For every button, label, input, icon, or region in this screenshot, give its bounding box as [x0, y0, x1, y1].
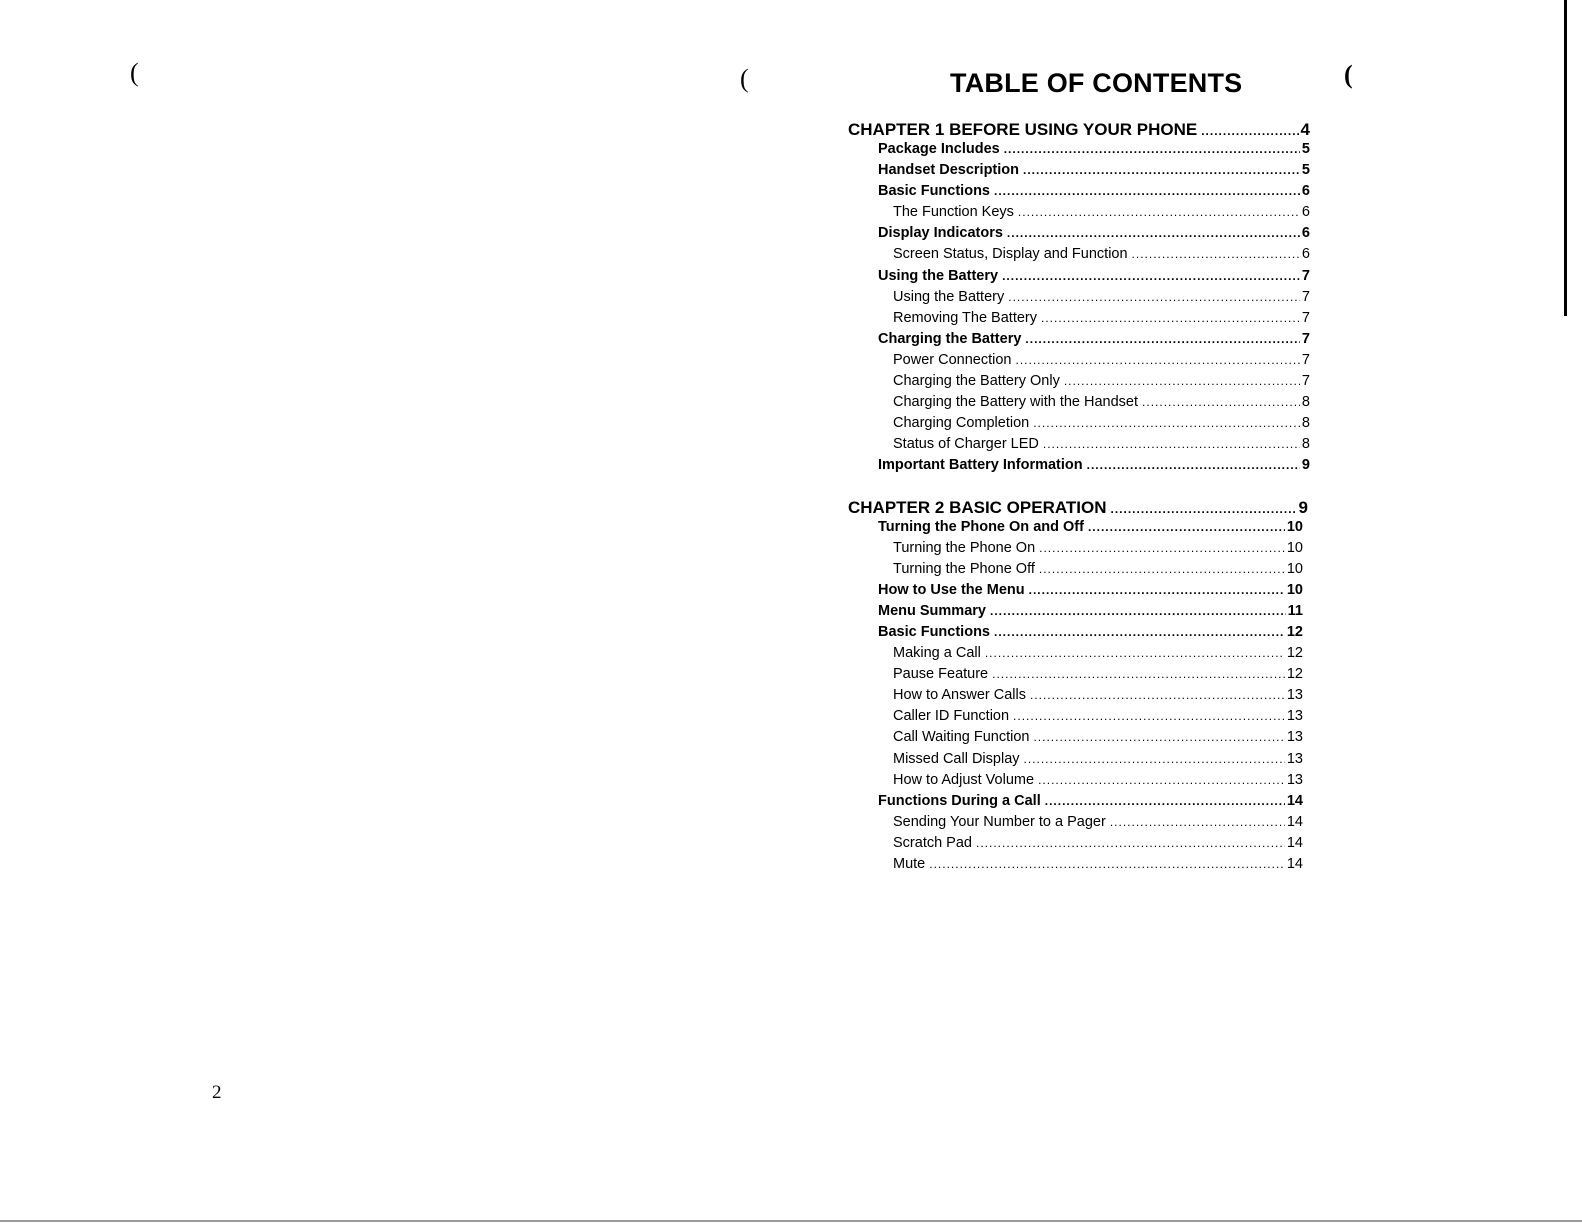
entry-title: Charging the Battery: [878, 330, 1022, 347]
toc-subsection-entry[interactable]: [893, 772, 1303, 793]
dot-leader: [1029, 583, 1285, 597]
scan-edge-line: [1564, 0, 1567, 316]
entry-page-number: 13: [1286, 729, 1303, 746]
toc-subsection-entry[interactable]: [893, 814, 1303, 835]
toc-section-entry[interactable]: [878, 162, 1310, 183]
entry-page-number: 7: [1301, 288, 1310, 305]
entry-page-number: 5: [1301, 141, 1310, 157]
entry-page-number: 6: [1301, 183, 1310, 200]
dot-leader: [992, 667, 1285, 681]
entry-page-number: 6: [1301, 204, 1310, 221]
entry-title: Making a Call: [893, 645, 981, 662]
entry-title: Functions During a Call: [878, 792, 1041, 809]
toc-section-entry[interactable]: [878, 603, 1303, 624]
chapter-title: CHAPTER 2 BASIC OPERATION: [848, 497, 1107, 517]
entry-title: Mute: [893, 856, 926, 872]
entry-page-number: 14: [1286, 813, 1303, 830]
toc-subsection-entry[interactable]: [893, 540, 1303, 561]
dot-leader: [929, 857, 1285, 871]
entry-title: Power Connection: [893, 351, 1012, 368]
entry-title: Basic Functions: [878, 183, 990, 200]
entry-title: Pause Feature: [893, 666, 989, 683]
entry-title: Turning the Phone On: [893, 539, 1036, 556]
entry-title: Screen Status, Display and Function: [893, 246, 1128, 263]
entry-page-number: 8: [1301, 415, 1310, 432]
entry-page-number: 11: [1287, 602, 1303, 619]
binding-mark-left: (: [130, 58, 139, 87]
toc-subsection-entry[interactable]: [893, 436, 1310, 457]
entry-title: Call Waiting Function: [893, 729, 1030, 746]
dot-leader: [1033, 416, 1300, 430]
chapter-title: CHAPTER 1 BEFORE USING YOUR PHONE: [848, 120, 1198, 139]
entry-title: How to Answer Calls: [893, 687, 1026, 704]
toc-section-entry[interactable]: [878, 582, 1303, 603]
toc-section-entry[interactable]: [878, 183, 1310, 204]
chapter-page-number: 9: [1298, 497, 1308, 517]
entry-title: Turning the Phone Off: [893, 560, 1035, 577]
toc-section-entry[interactable]: [878, 519, 1303, 540]
entry-page-number: 7: [1301, 267, 1310, 284]
dot-leader: [1087, 458, 1300, 472]
entry-title: Removing The Battery: [893, 309, 1037, 326]
dot-leader: [1132, 247, 1300, 261]
toc-chapter-heading[interactable]: [848, 120, 1310, 141]
entry-page-number: 5: [1301, 162, 1310, 179]
entry-title: Status of Charger LED: [893, 436, 1039, 453]
dot-leader: [1023, 163, 1300, 177]
entry-page-number: 14: [1286, 856, 1303, 872]
entry-title: Menu Summary: [878, 602, 986, 619]
entry-page-number: 14: [1286, 834, 1303, 851]
entry-page-number: 8: [1301, 394, 1310, 411]
entry-title: How to Use the Menu: [878, 581, 1025, 598]
entry-title: Charging the Battery with the Handset: [893, 394, 1139, 411]
dot-leader: [985, 646, 1285, 660]
toc-subsection-entry[interactable]: [893, 856, 1303, 877]
entry-page-number: 10: [1286, 581, 1303, 598]
entry-title: Turning the Phone On and Off: [878, 518, 1084, 535]
toc-section-entry[interactable]: [878, 793, 1303, 814]
entry-page-number: 7: [1301, 330, 1310, 347]
entry-page-number: 10: [1286, 539, 1303, 556]
dot-leader: [994, 625, 1285, 639]
entry-title: Important Battery Information: [878, 457, 1083, 474]
entry-title: Charging the Battery Only: [893, 373, 1060, 390]
entry-title: Caller ID Function: [893, 708, 1010, 725]
dot-leader: [1110, 815, 1285, 829]
entry-page-number: 6: [1301, 225, 1310, 242]
toc-subsection-entry[interactable]: [893, 835, 1303, 856]
binding-mark-center: (: [740, 64, 749, 93]
dot-leader: [976, 836, 1285, 850]
toc-subsection-entry[interactable]: [893, 561, 1303, 582]
toc-section-entry[interactable]: [878, 624, 1303, 645]
entry-page-number: 7: [1301, 309, 1310, 326]
toc-subsection-entry[interactable]: [893, 246, 1310, 267]
entry-page-number: 8: [1301, 436, 1310, 453]
entry-title: Scratch Pad: [893, 834, 972, 851]
chapter-page-number: 4: [1300, 120, 1310, 139]
dot-leader: [1039, 562, 1285, 576]
entry-title: Using the Battery: [878, 267, 999, 284]
entry-title: Sending Your Number to a Pager: [893, 813, 1106, 830]
entry-page-number: 12: [1286, 645, 1303, 662]
dot-leader: [1142, 395, 1300, 409]
toc-subsection-entry[interactable]: [893, 373, 1310, 394]
binding-mark-right: (: [1344, 60, 1353, 89]
dot-leader: [994, 184, 1300, 198]
dot-leader: [1002, 269, 1300, 283]
dot-leader: [1038, 773, 1285, 787]
entry-title: Basic Functions: [878, 623, 990, 640]
toc-subsection-entry[interactable]: [893, 645, 1303, 666]
entry-page-number: 13: [1286, 687, 1303, 704]
dot-leader: [1007, 226, 1300, 240]
toc-section-entry[interactable]: [878, 268, 1310, 289]
dot-leader: [1043, 437, 1300, 451]
entry-page-number: 13: [1286, 708, 1303, 725]
dot-leader: [1064, 374, 1300, 388]
table-of-contents: [848, 120, 1318, 877]
page-number: 2: [212, 1082, 222, 1103]
entry-title: The Function Keys: [893, 204, 1014, 221]
toc-subsection-entry[interactable]: [893, 415, 1310, 436]
entry-title: Display Indicators: [878, 225, 1003, 242]
toc-section-entry[interactable]: [878, 457, 1310, 478]
entry-page-number: 10: [1286, 560, 1303, 577]
entry-title: Package Includes: [878, 141, 1000, 157]
toc-title: TABLE OF CONTENTS: [950, 68, 1243, 98]
entry-title: How to Adjust Volume: [893, 771, 1035, 788]
dot-leader: [1088, 520, 1285, 534]
toc-subsection-entry[interactable]: [893, 729, 1303, 750]
toc-section-entry[interactable]: [878, 225, 1310, 246]
entry-page-number: 6: [1301, 246, 1310, 263]
entry-title: Missed Call Display: [893, 750, 1020, 767]
toc-subsection-entry[interactable]: [893, 352, 1310, 373]
dot-leader: [1013, 709, 1285, 723]
dot-leader: [1039, 541, 1285, 555]
toc-subsection-entry[interactable]: [893, 666, 1303, 687]
dot-leader: [1045, 794, 1285, 808]
toc-subsection-entry[interactable]: [893, 310, 1310, 331]
entry-page-number: 10: [1286, 518, 1303, 535]
entry-page-number: 12: [1286, 666, 1303, 683]
dot-leader: [1111, 502, 1297, 516]
dot-leader: [990, 604, 1286, 618]
toc-section-entry[interactable]: [878, 141, 1310, 162]
entry-page-number: 14: [1286, 792, 1303, 809]
dot-leader: [1018, 205, 1300, 219]
dot-leader: [1025, 332, 1300, 346]
toc-subsection-entry[interactable]: [893, 289, 1310, 310]
entry-title: Charging Completion: [893, 415, 1030, 432]
dot-leader: [1016, 353, 1300, 367]
toc-subsection-entry[interactable]: [893, 687, 1303, 708]
toc-subsection-entry[interactable]: [893, 751, 1303, 772]
entry-page-number: 7: [1301, 351, 1310, 368]
entry-title: Handset Description: [878, 162, 1019, 179]
scan-bottom-edge: [0, 1220, 1582, 1222]
toc-subsection-entry[interactable]: [893, 394, 1310, 415]
dot-leader: [1201, 124, 1298, 138]
entry-page-number: 13: [1286, 771, 1303, 788]
toc-subsection-entry[interactable]: [893, 708, 1303, 729]
entry-page-number: 12: [1286, 623, 1303, 640]
dot-leader: [1008, 290, 1300, 304]
dot-leader: [1004, 142, 1300, 156]
dot-leader: [1024, 752, 1285, 766]
dot-leader: [1041, 311, 1300, 325]
toc-chapter-heading[interactable]: [848, 498, 1308, 519]
toc-section-entry[interactable]: [878, 331, 1310, 352]
entry-title: Using the Battery: [893, 288, 1005, 305]
dot-leader: [1033, 730, 1284, 744]
toc-subsection-entry[interactable]: [893, 204, 1310, 225]
entry-page-number: 9: [1301, 457, 1310, 474]
entry-page-number: 7: [1301, 373, 1310, 390]
entry-page-number: 13: [1286, 750, 1303, 767]
dot-leader: [1030, 688, 1285, 702]
